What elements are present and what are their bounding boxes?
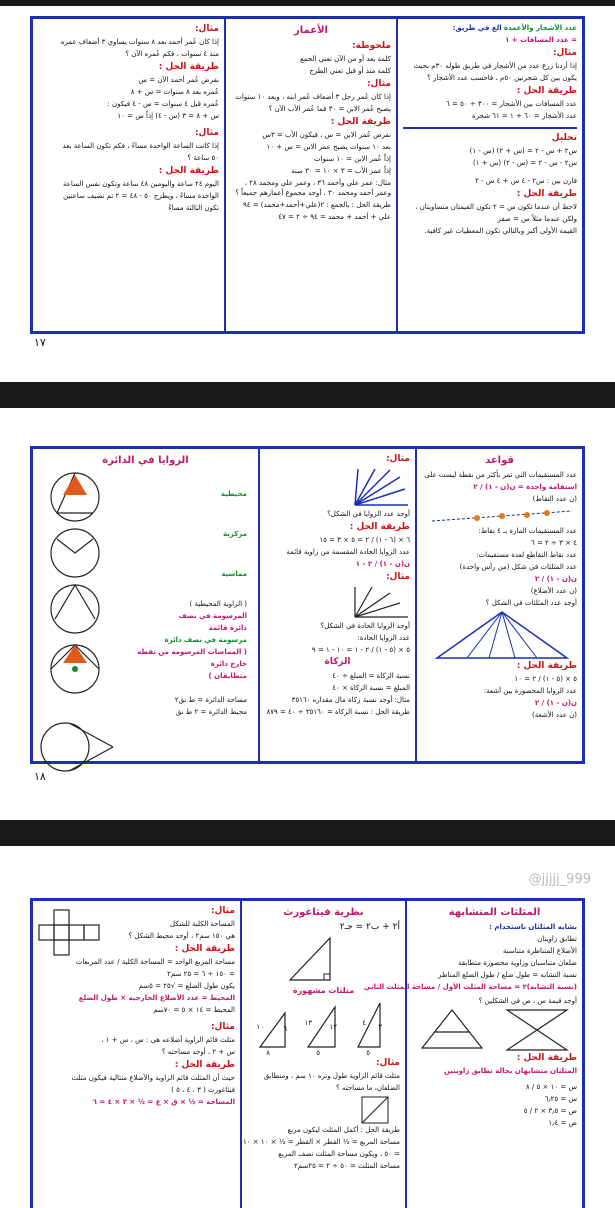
solution-line: ن(ن - ١) / ٢ [534,699,577,707]
rule-line: عدد المستقيمات المارة بـ ٤ نقاط: [478,527,577,535]
list-item: (نسبة التشابه)٢ = مساحة المثلث الأول / مساحة المثلث الثاني [363,983,577,991]
solution-line: نفرض عُمر الابن = س ، فيكون الأب = ٣س [262,131,391,139]
rules-column [417,449,582,761]
note-line: المرسومة في نصف [178,612,247,620]
method-title: طريقة الحل : [174,944,235,954]
note-line: كلمة بعد أو من الآن تعني الجمع [300,55,391,63]
note-line: متطابقان ) [208,672,247,680]
solution-line: فيثاغورث ( ٣ ، ٤ ، ٥ ) [171,1086,235,1094]
solution-line: لاحظ أن عندما تكون س = ٢ تكون القيمتان متساويتان ، [415,203,577,211]
solution-line: = ٥٠ ، ويكون مساحة المثلث نصف المربع [278,1150,400,1158]
solution-line: ٦ × (٦ - ١) / ٢ = ٥ × ٣ = ١٥ [319,536,410,544]
method-title: طريقة الحل : [174,1060,235,1070]
page-19 [0,846,615,1200]
solution-line: المساحة = ½ × ق × ع = ½ × ٣ × ٤ = ٦ [92,1098,235,1106]
rule-line: ٤ × ٣ ÷ ٢ = ٦ [530,539,577,547]
side-label: ١٣ [304,1019,312,1027]
example-line: إذا كان عُمر أحمد بعد ٨ سنوات يساوي ٣ أضعاف عمره [60,38,219,46]
side-label: ٦ [283,1025,287,1033]
note-line: دائرة قائمة [208,624,247,632]
solution-line: المحيط = ١٤ × ٥ = ٧٠سم [153,1006,235,1014]
note-line: ( الزاوية المحيطية ) [189,600,247,608]
list-item: ضلعان متناسبان وزاوية محصورة متطابقة [458,959,577,967]
zakat-header: الزكاة [324,657,351,667]
solution-line: طريقة الحل : نسبة الزكاة = ٣٥١٦٠ ÷ ٤٠ = ٨٧٩ [266,708,410,716]
side-label: ٣ [378,1023,382,1031]
example-line: منذ ٤ سنوات ، فكم عُمره الآن ؟ [125,50,219,58]
page-17-frame [30,16,585,334]
square-figure [360,1095,400,1125]
pythagoras-column [242,901,405,1208]
list-item: نسبة التشابه = طول ضلع / طول الضلع المناظر [438,971,577,979]
example-line: مثلث قائم الزاوية أضلاعه هي : س ، س + ١ ، [101,1036,235,1044]
solution-line: المحيط = عدد الأضلاع الخارجية × طول الضلع [78,994,235,1002]
page-19-frame [30,898,585,1208]
formula-line: مساحة الدائرة = ط نق٢ [174,696,247,704]
column-divider [224,19,226,331]
solution-line: س = ١٠ × ٥ / ٨ [525,1083,577,1091]
solution-line: يكون طول الضلع = √٢٥ = ٥سم [138,982,235,990]
analysis-line: س٢ - س - ٢ = (س - ٢) (س + ١) [473,159,577,167]
solution-line: عُمره بعد ٨ سنوات = س + ٨ [130,88,219,96]
example-line: إذا كان عُمر رجل ٣ أضعاف عُمر ابنه ، وبعد ١٠ سنوات [235,93,391,101]
page-17 [0,6,615,382]
dots-line-figure [427,506,577,526]
rule-line: عدد الزوايا الحادة المقسمة من زاوية قائمة [286,548,410,556]
page-18 [0,408,615,820]
solution-line: ولكن عندما مثلاً س = صفر [497,215,577,223]
note-line: المثلثان متشابهان بحالة تطابق زاويتين [443,1067,577,1075]
solution-line: عدد الأشجار = ٦٠ + ١ = ٦١ شجرة [472,112,577,120]
angle-label: محيطية [220,490,247,498]
angles-column [260,449,415,761]
column-divider [396,19,398,331]
right-triangle-figure [250,934,400,984]
rule-line: ن(ن - ١) / ٢ [534,575,577,583]
solution-line: ٥ × (٥ - ١) / ٢ = ١٠ [514,675,577,683]
example-title: مثال: [210,1022,235,1032]
section-tag: الغ في طريق: [452,24,502,32]
method-line: طريقة الحل : أكمل المثلث ليكون مربع [287,1126,400,1134]
question-line: أوجد عدد الزوايا في الشكل؟ [327,510,410,518]
example-title: مثال: [385,572,410,582]
solution-line: ص = ١٫٤ [548,1119,577,1127]
solution-line: بعد ١٠ سنوات يصبح عمر الابن = س + ١٠ [266,143,391,151]
circle-angle-figures [35,469,115,719]
cube-net-figure [37,907,101,961]
rule-formula: ن(ن - ١) / ٢ - ١ [355,560,410,568]
formula-text: = عدد المسافات + ١ [505,36,577,44]
solution-line: عدد المسافات بين الأشجار = ٣٠٠ ÷ ٥٠ = ٦ [446,100,577,108]
solution-line: س + ٨ = ٣ (س - ٤) إذاً س = ١٠ [117,112,219,120]
formula-line: محيط الدائرة = ٢ ط نق [175,708,247,716]
solution-line: مساحة المربع = ½ القطر × القطر = ½ × ١٠ × ١٠ [243,1138,400,1146]
solution-line: ٥ × (٥ - ١) / ٢ - ١ = ١٠ - ١ = ٩ [311,646,410,654]
example-title: مثال: [210,906,235,916]
similar-triangles-figure [412,1008,577,1052]
method-title: طريقة الحل : [158,166,219,176]
rays-figure [350,467,410,509]
example-line: س + ٢ ، أوجد مساحته ؟ [161,1048,235,1056]
solution-line: إذاً عمر الأب = ٣ × ١٠ = ٣٠ سنة [291,167,391,175]
rule-line: استقامة واحدة = ن(ن - ١) / ٢ [473,483,577,491]
rule-line: أوجد عدد المثلثات في الشكل ؟ [485,599,577,607]
solution-line: إذاً عُمر الابن = ١٠ سنوات [314,155,391,163]
question-line: أوجد الزوايا الحادة في الشكل؟ [320,622,410,630]
solution-line: اليوم ٢٤ ساعة واليومين ٤٨ ساعة وتكون نفس الساعة [63,180,219,188]
solution-line: ص = ٣٫٥ × ٢ / ٥ [523,1107,577,1115]
side-label: ٥ [366,1049,370,1057]
example-line: مثال: أوجد نسبة زكاة مال مقداره ٣٥١٦٠ [291,696,410,704]
rule-line: عدد نقاط التقاطع لعدة مستقيمات: [476,551,577,559]
solution-line: س = ٦٫٢٥ [544,1095,577,1103]
page-number: ١٨ [34,770,46,783]
rule-line: (ن عدد النقاط) [532,495,577,503]
section-header: الزوايا في الدائرة [102,455,189,466]
solution-line: تكون الثالثة مساءً [168,204,219,212]
pythagoras-equation: أ٢ + ب٢ = جـ٢ [339,922,400,932]
circle-angles-column [33,449,258,761]
tangents-figure [35,717,115,777]
example-line: المساحة الكلية للشكل [169,920,235,928]
example-title: مثال: [375,1058,400,1068]
page-number: ١٧ [34,336,46,349]
column-divider [415,449,417,761]
rule-line: عدد المثلثات في شكل (من رأس واحدة) [459,563,577,571]
example-title: مثال: [366,79,391,89]
section-header: قواعد [485,455,514,466]
question-line: أوجد قيمة س ، ص في الشكلين ؟ [478,997,577,1005]
example-line: ٥٠ ساعة ؟ [187,154,219,162]
method-title: طريقة الحل : [516,1053,577,1063]
side-label: ٤ [362,1019,366,1027]
example-line: الضلعان، ما مساحته ؟ [336,1084,400,1092]
rules-column-trees [398,19,582,331]
example-line: إذا أردنا زرع عدد من الأشجار في طريق طوله ٣٠م بحيث [413,62,577,70]
analysis-line: س٢ + س - ٢ = (س + ٢) (س - ١) [469,147,577,155]
compare-line: فارن بين : س٢ - ٤ س + ٤ س - ٢ [475,177,577,185]
solution-line: الواحدة مساءً ، ويطرح ٥٠ - ٤٨ = ٢ تم تضيف ساعتين [63,192,219,200]
section-header: الأعمار [294,25,328,36]
note-title: ملحوظة: [352,41,391,51]
note-line: خارج دائرة [210,660,247,668]
example-title: مثال: [552,48,577,58]
example-line: يكون بين كل شجرتين ٥٠م ، فاحسب عدد الأشجار ؟ [427,74,577,82]
solution-line: عدد الزوايا الحادة: [357,634,410,642]
rule-line: عدد المستقيمات التي تمر بأكثر من نقطة ليست على [424,471,577,479]
list-item: تطابق زاويتان [537,935,577,943]
column-divider [240,901,242,1208]
circle-labels [117,489,247,719]
watermark: @jjjjj_999 [528,872,591,887]
zakat-line: المبلغ = نسبة الزكاة × ٤٠ [332,684,410,692]
example-line: مثال: عمر علي وأحمد ٣٦ ، وعمر علي ومحمد ٢٨ ، وعمر أحمد ومحمد ٣٠ . أوجد مجموع أعمارهم جميعاً ؟ [235,179,391,197]
example-title: مثال: [194,24,219,34]
solution-line: عدد الزوايا المحصورة بين أشعة: [483,687,577,695]
ages-examples-column [33,19,224,331]
zakat-line: نسبة الزكاة = المبلغ ÷ ٤٠ [332,672,410,680]
list-item: الأضلاع المتناظرة متناسبة [502,947,577,955]
rule-line: (ن عدد الأضلاع) [530,587,577,595]
solution-line: علي + أحمد + محمد = ٩٤ ÷ ٢ = ٤٧ [278,213,391,221]
solution-line: نفرض عُمر أحمد الآن = س [138,76,219,84]
side-label: ٨ [266,1049,270,1057]
column-divider [405,901,407,1208]
example-title: مثال: [194,128,219,138]
solution-line: (ن عدد الأشعة) [532,711,577,719]
angle-label: مركزية [223,530,247,538]
example-line: يصبح عُمر الابن = ٣٠ فما عُمر الأب الآن ؟ [268,105,391,113]
section-header: نظرية فيثاغورث [283,907,364,918]
area-examples-column [33,901,240,1208]
solution-line: طريقة الحل : بالجمع : ٢(علي+أحمد+محمد) = ٩٤ [242,201,391,209]
example-title: مثال: [385,454,410,464]
section-header: المثلثات المتشابهة [448,907,541,918]
solution-line: القيمة الأولى أكبر وبالتالي تكون المعطيات غير كافية. [424,227,577,235]
side-label: ١٢ [329,1023,337,1031]
section-header: عدد الأشجار والأعمدة [503,24,577,32]
page-separator [0,820,615,846]
example-line: إذا كانت الساعة الواحدة مساءً ، فكم تكون الساعة بعد [62,142,219,150]
method-title: طريقة الحل : [516,661,577,671]
solution-line: = ١٥٠ ÷ ٦ = ٢٥ سم٢ [167,970,235,978]
solution-line: مساحة المربع الواحد = المساحة الكلية / عدد المربعات [75,958,235,966]
solution-line: حيث أن المثلث قائم الزاوية والأضلاع متتالية فيكون مثلث [71,1074,235,1082]
subheader: مثلثات مشهورة [292,986,355,995]
angle-label: مرسومة في نصف دائرة [164,636,247,644]
column-divider [258,449,260,761]
note-line: كلمة منذ أو قبل تعني الطرح [309,67,391,75]
method-title: طريقة الحل : [516,86,577,96]
page-18-frame [30,446,585,764]
subheader: بشابه المثلثان باستخدام : [489,923,577,931]
example-line: مثلث قائم الزاوية طول وتره ١٠ سم ، ومنطابق [263,1072,400,1080]
method-title: طريقة الحل : [516,189,577,199]
example-line: هي ١٥٠ سم٢ ، أوجد محيط الشكل ؟ [128,932,235,940]
angle-label: مماسية [221,570,247,578]
page-separator [0,382,615,408]
analysis-title: تحليل [403,127,577,144]
method-title: طريقة الحل : [330,117,391,127]
note-line: ( المماسات المرسومة من نقطة [137,648,247,656]
ages-column [226,19,396,331]
famous-triangles-figure [250,999,400,1057]
method-title: طريقة الحل : [349,522,410,532]
acute-angles-figure [350,585,410,621]
method-title: طريقة الحل : [158,62,219,72]
side-label: ٥ [316,1049,320,1057]
triangles-figure [427,610,577,660]
solution-line: مساحة المثلث = ٥٠ ÷ ٢ = ٢٥سم٢ [294,1162,400,1170]
solution-line: عُمره قبل ٤ سنوات = س - ٤ فيكون : [107,100,219,108]
side-label: ١٠ [256,1023,264,1031]
